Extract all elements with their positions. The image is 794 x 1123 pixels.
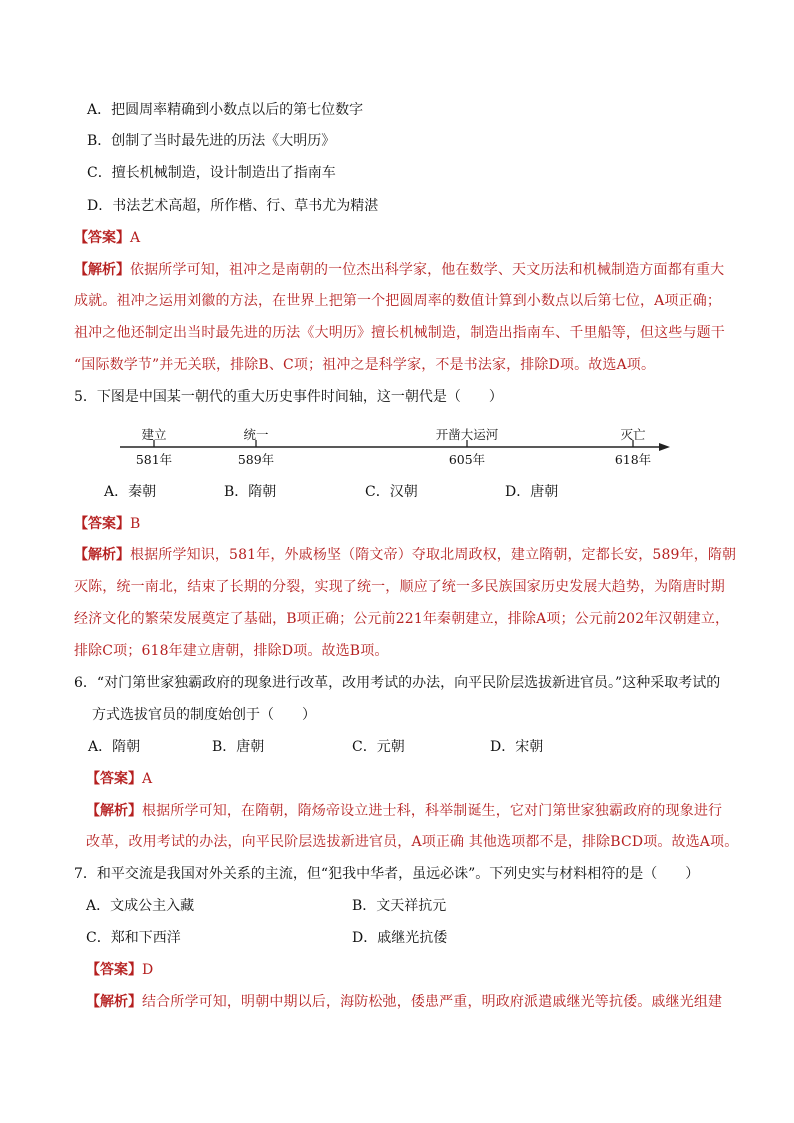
answer-tag: 【答案】 — [74, 230, 130, 246]
q4-option-a: A．把圆周率精确到小数点以后的第七位数字 — [87, 102, 364, 118]
q6-option-d: D．宋朝 — [490, 739, 544, 755]
analysis-line: 灭陈，统一南北，结束了长期的分裂，实现了统一，顺应了统一多民族国家历史发展大趋势，为隋唐时期 — [74, 579, 725, 595]
analysis-line: 排除C项；618年建立唐朝，排除D项。故选B项。 — [74, 643, 389, 659]
analysis-tag: 【解析】 — [86, 803, 142, 819]
timeline-arrow-icon — [659, 443, 670, 451]
timeline-event-label: 开凿大运河 — [435, 427, 499, 442]
q6-option-b: B．唐朝 — [212, 739, 265, 755]
analysis-line: 成就。祖冲之运用刘徽的方法，在世界上把第一个把圆周率的数值计算到小数点以后第七位，A项正确； — [74, 293, 722, 309]
q6-answer — [86, 769, 152, 789]
q5-option-d: D．唐朝 — [505, 484, 559, 500]
q5-question: 5．下图是中国某一朝代的重大历史事件时间轴，这一朝代是（ ） — [74, 389, 503, 405]
analysis-line: 结合所学可知，明朝中期以后，海防松弛，倭患严重，明政府派遣戚继光等抗倭。戚继光组建 — [142, 994, 723, 1010]
analysis-tag: 【解析】 — [74, 547, 130, 563]
analysis-tag: 【解析】 — [86, 994, 142, 1010]
analysis-line: 根据所学知识，581年，外戚杨坚（隋文帝）夺取北周政权，建立隋朝，定都长安，589年，隋朝 — [130, 547, 737, 563]
analysis-line: 改革，改用考试的办法，向平民阶层选拔新进官员，A项正确 其他选项都不是，排除BCD项。故选A项。 — [86, 834, 739, 850]
timeline-event-year: 605年 — [448, 452, 486, 467]
q5-option-b: B．隋朝 — [224, 484, 277, 500]
timeline-event-label: 建立 — [141, 427, 167, 442]
q7-option-a: A．文成公主入藏 — [86, 898, 195, 914]
q7-option-d: D．戚继光抗倭 — [352, 930, 448, 946]
analysis-tag: 【解析】 — [74, 262, 130, 278]
analysis-line: “国际数学节”并无关联，排除B、C项；祖冲之是科学家，不是书法家，排除D项。故选A项。 — [74, 357, 656, 373]
q6-option-c: C．元朝 — [352, 739, 405, 755]
q7-option-b: B．文天祥抗元 — [352, 898, 447, 914]
q6-option-a: A．隋朝 — [88, 739, 141, 755]
q4-option-c: C．擅长机械制造，设计制造出了指南车 — [87, 165, 336, 181]
q7-answer — [86, 960, 153, 980]
timeline-event-year: 581年 — [135, 452, 173, 467]
q7-option-c: C．郑和下西洋 — [86, 930, 181, 946]
answer-tag: 【答案】 — [86, 771, 142, 787]
q6-question: 方式选拔官员的制度始创于（ ） — [92, 707, 316, 723]
q5-option-a: A．秦朝 — [104, 484, 157, 500]
timeline-axis — [0, 0, 794, 480]
q7-question: 7．和平交流是我国对外关系的主流，但“犯我中华者，虽远必诛”。下列史实与材料相符的是（ ） — [74, 866, 700, 882]
answer-value: B — [130, 516, 141, 532]
answer-value: A — [142, 771, 153, 787]
q5-option-c: C．汉朝 — [365, 484, 418, 500]
q5-answer — [74, 514, 140, 534]
timeline-event-label: 灭亡 — [620, 427, 646, 442]
answer-tag: 【答案】 — [86, 962, 142, 978]
q4-option-b: B．创制了当时最先进的历法《大明历》 — [87, 133, 336, 149]
analysis-line: 依据所学可知，祖冲之是南朝的一位杰出科学家，他在数学、天文历法和机械制造方面都有重大 — [130, 262, 725, 278]
q4-option-d: D．书法艺术高超，所作楷、行、草书尤为精湛 — [87, 198, 379, 214]
timeline-event-year: 618年 — [614, 452, 652, 467]
answer-tag: 【答案】 — [74, 516, 130, 532]
answer-value: D — [142, 962, 154, 978]
analysis-line: 经济文化的繁荣发展奠定了基础，B项正确；公元前221年秦朝建立，排除A项；公元前202年汉朝建立， — [74, 611, 730, 627]
analysis-line: 根据所学可知，在隋朝，隋炀帝设立进士科，科举制诞生，它对门第世家独霸政府的现象进行 — [142, 803, 723, 819]
timeline-event-year: 589年 — [237, 452, 275, 467]
q6-question: 6．“对门第世家独霸政府的现象进行改革，改用考试的办法，向平民阶层选拔新进官员。”这种采取考试的 — [74, 675, 721, 691]
answer-value: A — [130, 230, 141, 246]
analysis-line: 祖冲之他还制定出当时最先进的历法《大明历》擅长机械制造，制造出指南车、千里船等，但这些与题干 — [74, 325, 725, 341]
timeline-event-label: 统一 — [243, 427, 269, 442]
